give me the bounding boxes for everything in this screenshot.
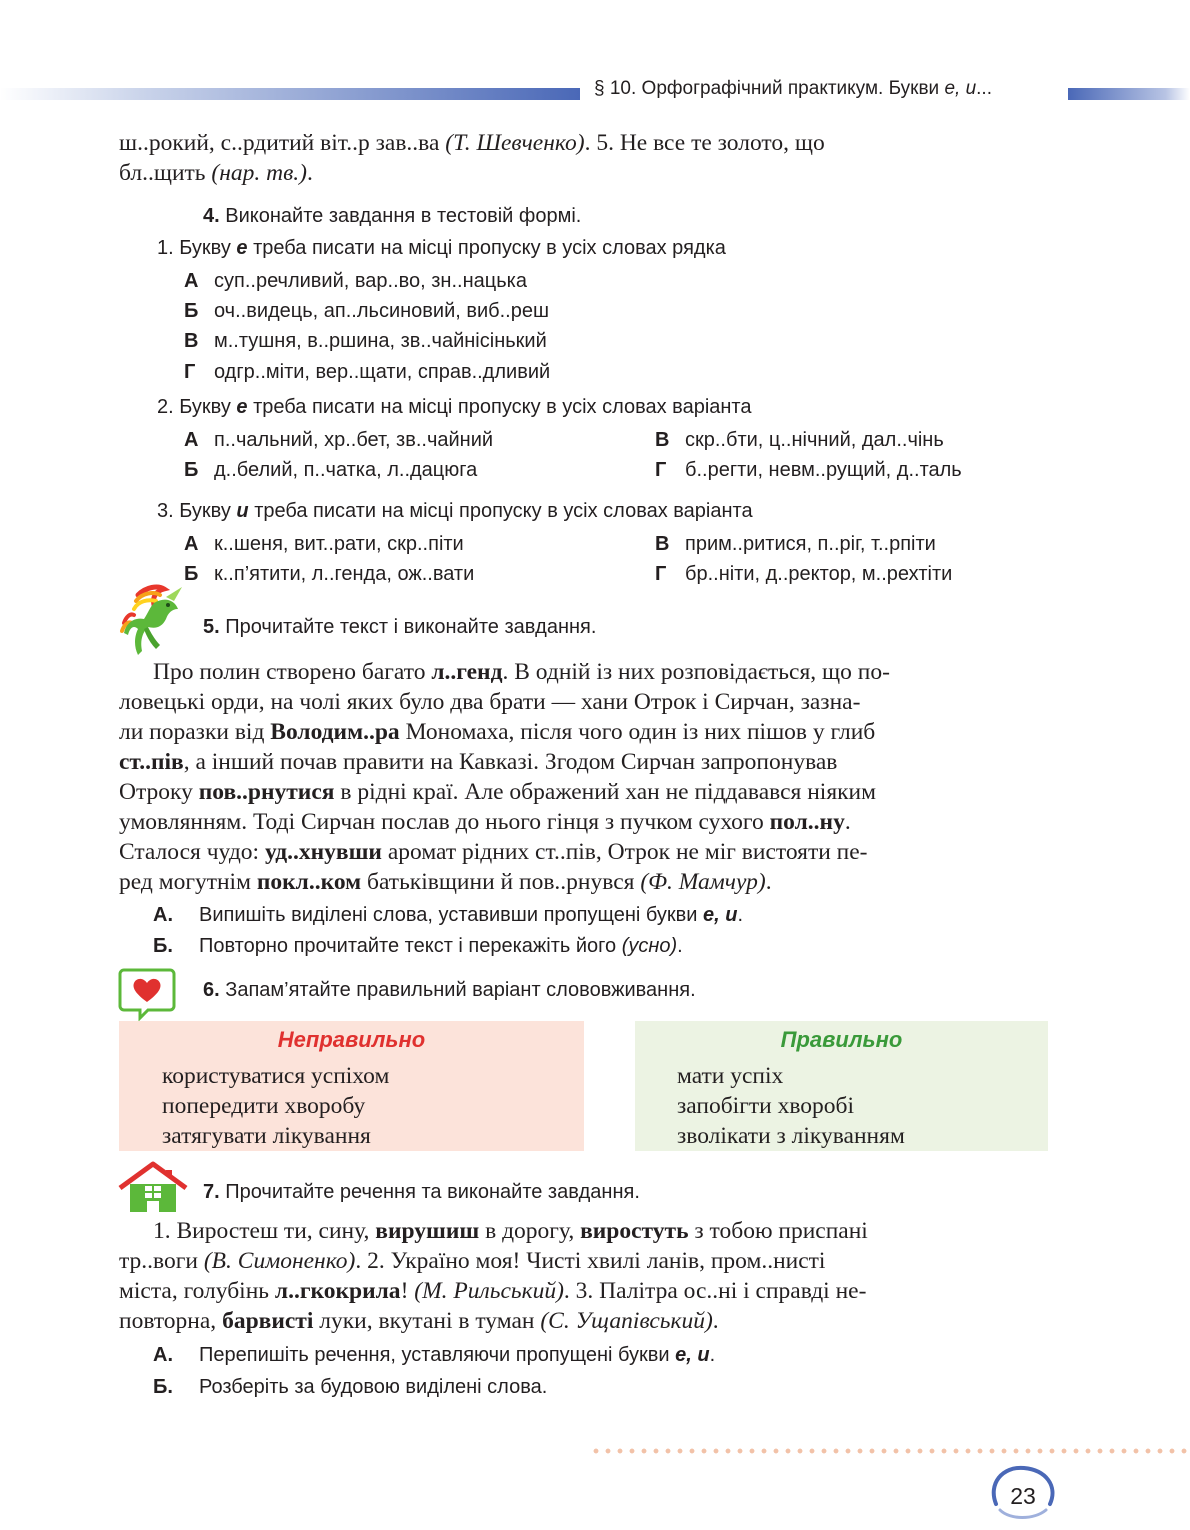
right-usage-table xyxy=(635,1021,1048,1151)
task4-q3: 3. Букву и треба писати на місці пропуску в усіх словах варіанта xyxy=(157,500,753,522)
task5-text-line: ловецькі орди, на чолі яких було два брати — хани Отрок і Сирчан, зазна- xyxy=(119,689,861,715)
task7-heading: 7. Прочитайте речення та виконайте завдання. xyxy=(203,1181,640,1203)
task4-q3-option: А к..шеня, вит..рати, скр..піти xyxy=(184,533,464,555)
task5-subtask-b: Б. Повторно прочитайте текст і перекажіть його (усно). xyxy=(153,935,683,957)
task4-q2: 2. Букву е треба писати на місці пропуску в усіх словах варіанта xyxy=(157,396,752,418)
page-number: 23 xyxy=(1010,1483,1036,1509)
task4-q2-option: Г б..регти, невм..рущий, д..таль xyxy=(655,459,962,481)
task7-text-line: 1. Виростеш ти, сину, вирушиш в дорогу, виростуть з тобою приспані xyxy=(153,1218,868,1244)
running-header: § 10. Орфографічний практикум. Букви е, и... xyxy=(594,78,992,99)
task5-text-line: ред могутнім покл..ком батьківщини й пов..рнувся (Ф. Мамчур). xyxy=(119,869,772,895)
task5-heading: 5. Прочитайте текст і виконайте завдання. xyxy=(203,616,597,638)
task4-q2-option: А п..чальний, хр..бет, зв..чайний xyxy=(184,429,494,451)
task5-text-line: ли поразки від Володим..ра Мономаха, після чого один із них пішов у глиб xyxy=(119,719,876,745)
task5-text-line: ст..пів, а інший почав правити на Кавказі. Згодом Сирчан запропонував xyxy=(119,749,838,775)
task5-subtask-a: А. Випишіть виділені слова, уставивши пропущені букви е, и. xyxy=(153,904,744,926)
wrong-item: попередити хворобу xyxy=(162,1093,366,1119)
task4-q1-option: Б оч..видець, ап..льсиновий, виб..реш xyxy=(184,300,550,322)
task7-text-line: міста, голубінь л..гкокрила! (М. Рильський). 3. Палітра ос..ні і справді не- xyxy=(119,1278,867,1304)
wrong-usage-table xyxy=(119,1021,584,1151)
task5-text-line: Сталося чудо: уд..хнувши аромат рідних ст..пів, Отрок не міг вистояти пе- xyxy=(119,839,868,865)
task7-text-line: повторна, барвисті луки, вкутані в туман (С. Ущапівський). xyxy=(119,1308,719,1334)
task4-q3-option: В прим..ритися, п..ріг, т..рпіти xyxy=(655,533,936,555)
task4-heading: 4. Виконайте завдання в тестовій формі. xyxy=(203,205,582,227)
wrong-header: Неправильно xyxy=(277,1027,426,1052)
right-item: мати успіх xyxy=(677,1063,784,1089)
task4-q3-option: Б к..п’ятити, л..генда, ож..вати xyxy=(184,563,475,585)
task4-q1-option: А суп..речливий, вар..во, зн..нацька xyxy=(184,270,527,292)
unicorn-icon xyxy=(116,583,202,665)
task4-q3-option: Г бр..ніти, д..ректор, м..рехтіти xyxy=(655,563,953,585)
task5-text-line: Про полин створено багато л..генд. В одній із них розповідається, що по- xyxy=(153,659,890,685)
task7-subtask-b: Б. Розберіть за будовою виділені слова. xyxy=(153,1376,548,1398)
task5-text-line: умовлянням. Тоді Сирчан послав до нього гінця з пучком сухого пол..ну. xyxy=(119,809,851,835)
right-header: Правильно xyxy=(780,1027,903,1052)
task7-text-line: тр..воги (В. Симоненко). 2. Україно моя! Чисті хвилі ланів, пром..нисті xyxy=(119,1248,826,1274)
task5-text-line: Отроку пов..рнутися в рідні краї. Але ображений хан не піддавався ніяким xyxy=(119,779,876,805)
house-icon xyxy=(118,1160,188,1214)
heart-chat-icon xyxy=(118,966,178,1022)
task4-q1-option: Г одгр..міти, вер..щати, справ..дливий xyxy=(184,361,551,383)
intro-line-1: ш..рокий, с..рдитий віт..р зав..ва (Т. Шевченко). 5. Не все те золото, що xyxy=(119,130,825,156)
task4-q2-option: В скр..бти, ц..нічний, дал..чінь xyxy=(655,429,944,451)
task7-subtask-a: А. Перепишіть речення, уставляючи пропущені букви е, и. xyxy=(153,1344,716,1366)
task6-heading: 6. Запам’ятайте правильний варіант слововживання. xyxy=(203,979,696,1001)
wrong-item: користуватися успіхом xyxy=(162,1063,390,1089)
right-item: запобігти хворобі xyxy=(677,1093,854,1119)
intro-line-2: бл..щить (нар. тв.). xyxy=(119,160,313,186)
wrong-item: затягувати лікування xyxy=(162,1123,371,1149)
header-bar-right xyxy=(1068,88,1190,100)
task4-q1-option: В м..тушня, в..ршина, зв..чайнісінький xyxy=(184,330,547,352)
header-bar-left xyxy=(0,88,580,100)
task4-q1: 1. Букву е треба писати на місці пропуску в усіх словах рядка xyxy=(157,237,726,259)
task4-q2-option: Б д..белий, п..чатка, л..дацюга xyxy=(184,459,478,481)
footer-dots xyxy=(590,1446,1190,1456)
right-item: зволікати з лікуванням xyxy=(677,1123,905,1149)
